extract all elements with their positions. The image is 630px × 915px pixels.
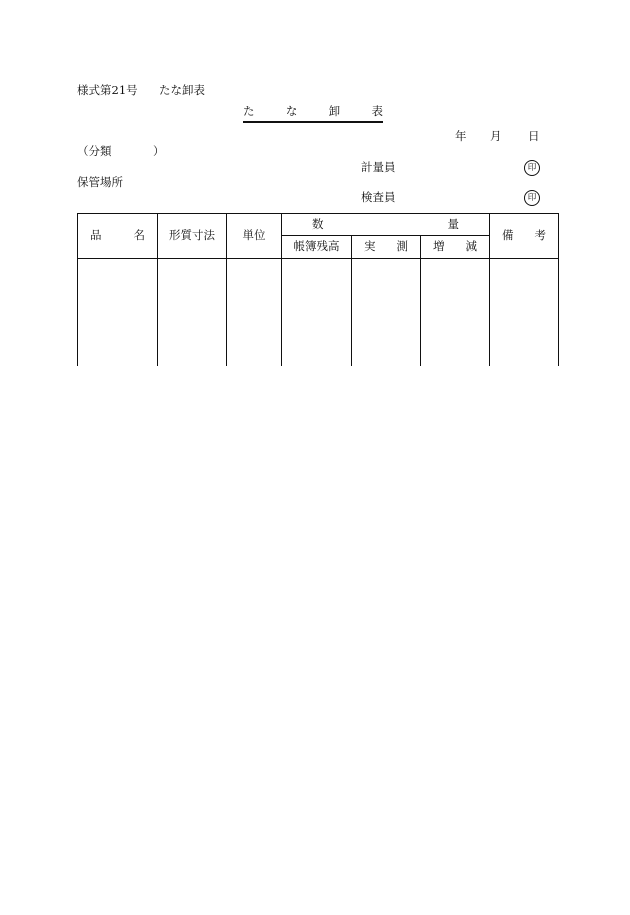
measurer-seal-icon: 印 [524,160,540,176]
cell-actual-count[interactable] [352,259,421,367]
cell-spec-size[interactable] [158,259,227,367]
header-remarks-char: 考 [534,228,546,243]
form-name: たな卸表 [159,83,205,97]
cell-book-balance[interactable] [282,259,352,367]
table-header-row [78,214,559,236]
date-day-label: 日 [528,129,540,143]
document-title [243,106,383,123]
header-remarks-char: 備 [502,228,514,243]
header-item-name-char: 品 [90,228,102,243]
header-quantity-char: 数 [312,216,324,231]
header-item-name [78,214,158,259]
cell-item-name[interactable] [78,259,158,367]
cell-unit[interactable] [227,259,282,367]
title-char: 表 [371,104,383,118]
title-char: な [285,104,298,118]
title-char: た [243,104,255,118]
date-year-label: 年 [455,129,467,143]
header-book-balance: 帳簿残高 [282,236,352,259]
storage-location-label: 保管場所 [77,175,123,189]
category-label: （分類 [77,144,112,158]
header-quantity-char: 量 [447,216,459,231]
title-char: 卸 [328,104,341,118]
header-actual-count-char: 実 [364,239,376,254]
header-quantity [282,214,490,236]
cell-increase-decrease[interactable] [421,259,490,367]
header-item-name-char: 名 [133,228,145,243]
category-close-paren: ） [153,144,165,158]
form-number: 様式第21号 [77,83,138,97]
header-spec-size: 形質寸法 [158,214,227,259]
inventory-table [77,213,559,366]
header-remarks [490,214,559,259]
header-actual-count [352,236,421,259]
inspector-label: 検査員 [361,190,396,204]
measurer-label: 計量員 [361,160,396,174]
header-unit: 単位 [227,214,282,259]
date-month-label: 月 [490,129,502,143]
header-increase-decrease-char: 増 [433,239,445,254]
cell-remarks[interactable] [490,259,559,367]
header-actual-count-char: 測 [396,239,408,254]
header-increase-decrease [421,236,490,259]
inspector-seal-icon: 印 [524,190,540,206]
header-increase-decrease-char: 減 [465,239,477,254]
table-row [78,259,559,367]
